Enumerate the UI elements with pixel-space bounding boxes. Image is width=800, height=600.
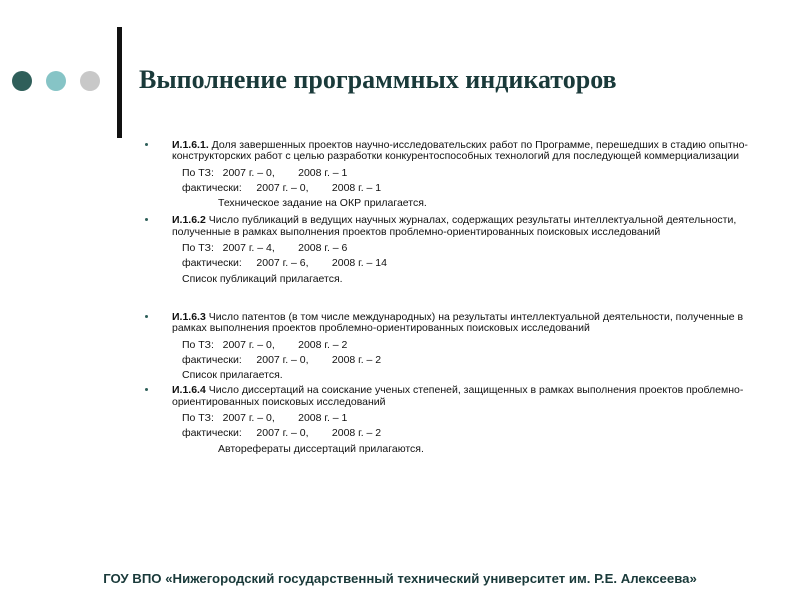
indicator-text: Число публикаций в ведущих научных журналах, содержащих результаты интеллектуальной деятельности, полученные в рамках выполнения проектов проблемно-ориентированных поисковых исследований [172, 214, 737, 238]
indicator-description [172, 385, 762, 408]
indicator-actual: фактически: 2007 г. – 6, 2008 г. – 14 [182, 257, 387, 270]
indicator-item-4 [172, 385, 762, 454]
indicator-actual: фактически: 2007 г. – 0, 2008 г. – 2 [182, 353, 382, 366]
indicator-item-1 [172, 140, 762, 209]
indicator-description [172, 312, 762, 335]
indicator-text: Число диссертаций на соискание ученых степеней, защищенных в рамках выполнения проектов проблемно-ориентированных поисковых исследований [172, 384, 744, 408]
indicator-note: Список прилагается. [182, 369, 283, 382]
indicator-plan: По ТЗ: 2007 г. – 0, 2008 г. – 1 [182, 412, 348, 425]
indicator-item-2 [172, 215, 762, 284]
indicator-description [172, 140, 762, 163]
indicator-note: Техническое задание на ОКР прилагается. [218, 197, 427, 210]
bullet-icon [145, 143, 148, 146]
indicator-text: Число патентов (в том числе международных) на результаты интеллектуальной деятельности, полученные в рамках выполнения проектов проблемно-ориентированных поисковых исследований [172, 310, 744, 335]
indicator-code: И.1.6.3 [172, 310, 206, 323]
decor-dot-dark [12, 71, 32, 91]
indicator-plan: По ТЗ: 2007 г. – 0, 2008 г. – 2 [182, 338, 348, 351]
indicator-plan: По ТЗ: 2007 г. – 0, 2008 г. – 1 [182, 166, 348, 179]
decor-dot-gray [80, 71, 100, 91]
indicator-description [172, 215, 762, 238]
indicator-note: Авторефераты диссертаций прилагаются. [218, 442, 424, 455]
title-divider-bar [117, 27, 122, 138]
indicator-plan: По ТЗ: 2007 г. – 4, 2008 г. – 6 [182, 242, 348, 255]
slide-title: Выполнение программных индикаторов [139, 65, 617, 94]
indicator-code: И.1.6.1. [172, 139, 209, 151]
spacer [172, 285, 762, 312]
indicator-actual: фактически: 2007 г. – 0, 2008 г. – 2 [182, 427, 382, 440]
indicator-note: Список публикаций прилагается. [182, 272, 343, 285]
slide-footer: ГОУ ВПО «Нижегородский государственный технический университет им. Р.Е. Алексеева» [103, 571, 697, 586]
bullet-icon [145, 388, 148, 391]
decor-dot-light [46, 71, 66, 91]
indicator-code: И.1.6.4 [172, 384, 206, 397]
indicator-text: Доля завершенных проектов научно-исследовательских работ по Программе, перешедших в стадию опытно-конструкторских работ с целью разработки конкурентоспособных технологий для последующей коммерциализации [172, 139, 748, 163]
bullet-icon [145, 315, 148, 318]
bullet-icon [145, 218, 148, 221]
indicator-actual: фактически: 2007 г. – 0, 2008 г. – 1 [182, 181, 382, 194]
indicator-code: И.1.6.2 [172, 214, 206, 227]
indicator-item-3 [172, 312, 762, 381]
indicator-list [172, 140, 762, 455]
